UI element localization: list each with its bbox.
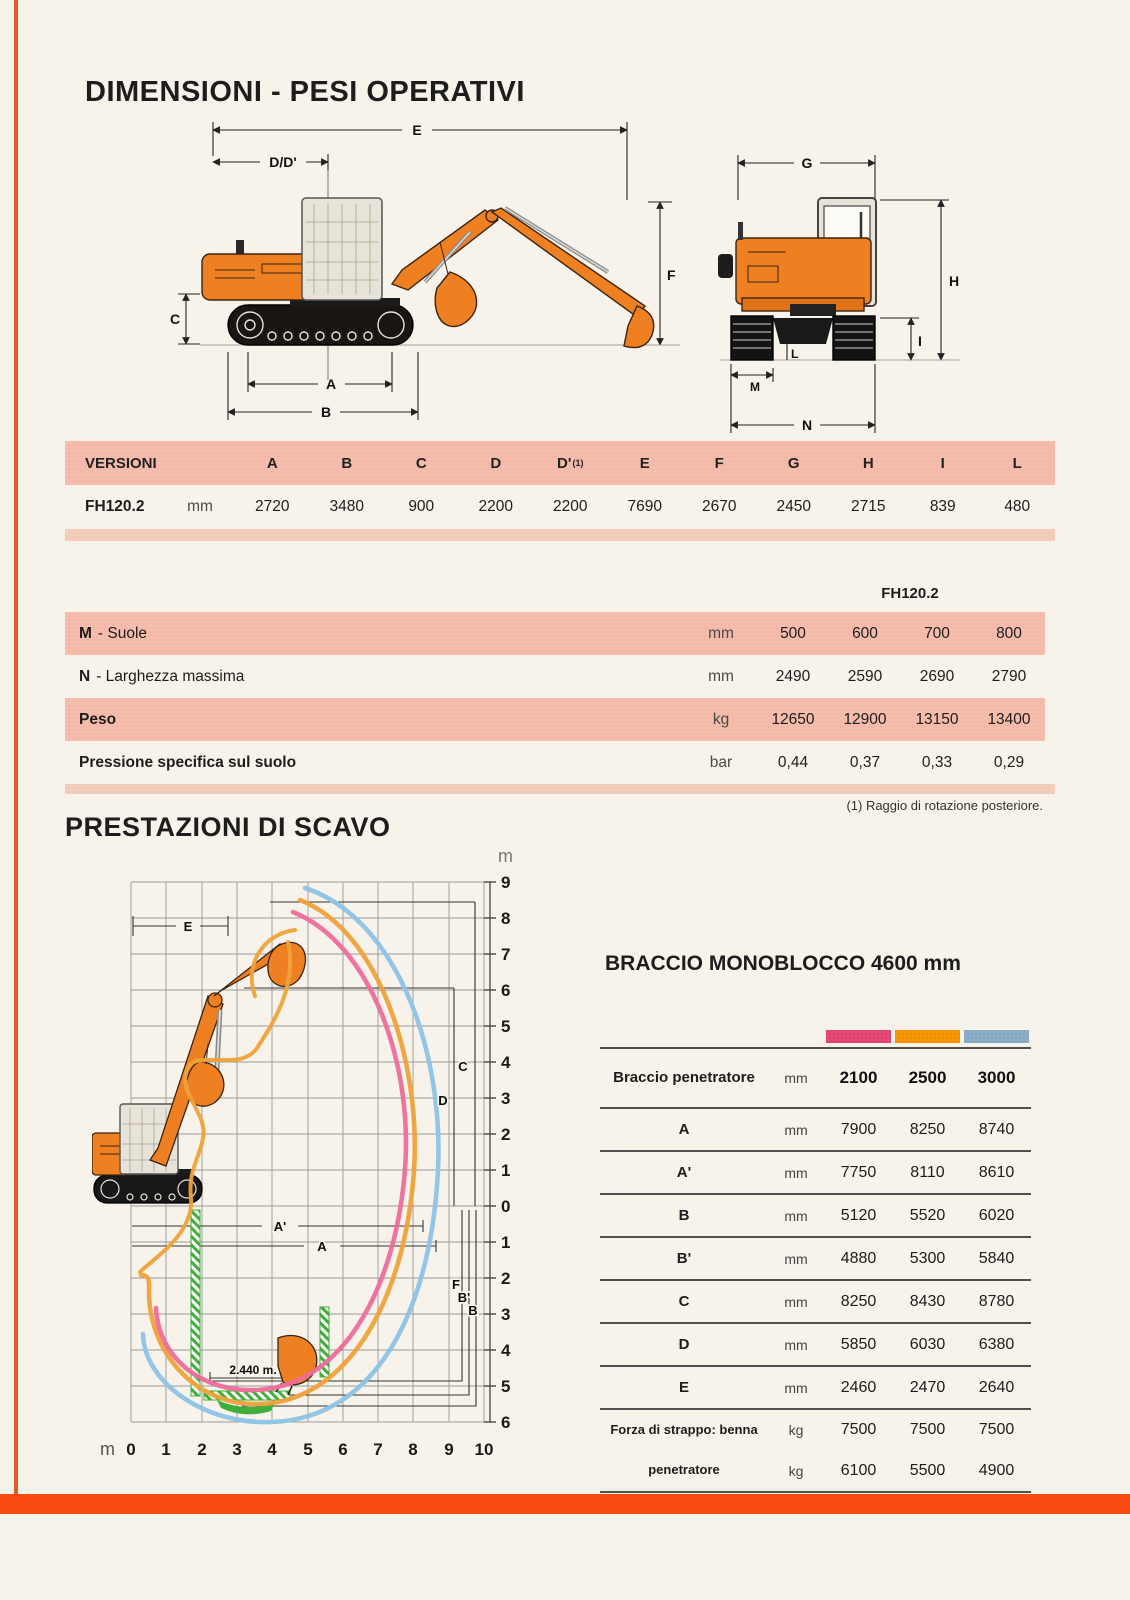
boom-table-row	[600, 1236, 1031, 1279]
value-cell: 0,33	[921, 753, 953, 771]
d-prime-footnote-mark: (1)	[572, 457, 584, 468]
boom-table-row	[600, 1365, 1031, 1408]
value-cell: 12650	[771, 710, 815, 728]
value-cell: 2460	[840, 1378, 877, 1396]
value-cell: 839	[929, 497, 956, 515]
unit-cell: mm	[784, 1070, 808, 1086]
unit-cell: kg	[712, 710, 730, 728]
boom-table	[600, 1047, 1031, 1493]
x-axis-unit: m	[100, 1439, 115, 1459]
excavator-rear-view-drawing	[690, 138, 990, 453]
chart-label-c: C	[458, 1059, 468, 1074]
row-label: A	[678, 1120, 690, 1138]
boom-table-row	[600, 1107, 1031, 1150]
divider-strip	[65, 529, 1055, 541]
value-cell: 7500	[909, 1421, 946, 1438]
y-tick: 7	[501, 945, 511, 964]
header-label: Braccio penetratore	[613, 1069, 755, 1087]
dim-label-h: H	[949, 273, 960, 289]
row-label: A'	[676, 1163, 692, 1181]
x-tick: 5	[303, 1440, 313, 1459]
versions-table-header	[65, 441, 1055, 485]
y-tick: 4	[501, 1341, 511, 1360]
value-cell: 8780	[978, 1292, 1015, 1310]
col-header: E	[639, 454, 650, 472]
row-label: B	[678, 1206, 690, 1224]
value-cell: 13150	[915, 710, 959, 728]
chart-label-b: B	[468, 1303, 478, 1318]
x-tick: 10	[474, 1440, 494, 1459]
dim-label-a: A	[325, 376, 337, 392]
col-header: L	[1012, 454, 1022, 472]
chart-grid	[131, 882, 496, 1422]
value-cell: 13400	[987, 710, 1031, 728]
unit-cell: mm	[784, 1379, 808, 1396]
col-header: 3000	[977, 1068, 1016, 1087]
unit-cell: mm	[784, 1207, 808, 1224]
value-cell: 5120	[840, 1206, 877, 1224]
unit-cell: mm	[784, 1164, 808, 1181]
value-cell: 5850	[840, 1335, 877, 1353]
value-cell: 8610	[978, 1163, 1015, 1181]
row-label	[65, 612, 685, 655]
value-cell: 2640	[978, 1378, 1015, 1396]
value-cell: 5500	[909, 1461, 946, 1479]
x-tick: 7	[373, 1440, 383, 1459]
value-cell: 8430	[909, 1292, 946, 1310]
row-label-rest: - Suole	[97, 624, 148, 642]
spec-row	[65, 612, 1045, 655]
chart-label-e: E	[183, 919, 193, 934]
value-cell: 700	[924, 624, 950, 642]
dim-label-e: E	[412, 122, 422, 138]
section-title-performance: PRESTAZIONI DI SCAVO	[65, 812, 391, 842]
bottom-accent-band	[0, 1494, 1130, 1514]
chart-label-trench-width: 2.440 m.	[229, 1363, 277, 1377]
value-cell: 4900	[978, 1461, 1015, 1479]
y-tick: 8	[501, 909, 511, 928]
row-label: E	[678, 1378, 689, 1396]
value-cell: 7750	[840, 1163, 877, 1181]
col-header: G	[787, 454, 800, 472]
row-label: C	[678, 1292, 690, 1310]
value-cell: 7500	[840, 1421, 877, 1438]
versions-table	[65, 441, 1055, 528]
row-label	[65, 698, 685, 741]
col-header: C	[415, 454, 427, 472]
y-tick: 5	[501, 1017, 511, 1036]
value-cell: 0,37	[849, 753, 881, 771]
row-label	[65, 741, 685, 784]
unit-cell: mm	[187, 497, 213, 515]
unit-cell: mm	[784, 1250, 808, 1267]
chart-label-b-prime: B'	[457, 1290, 471, 1305]
y-tick: 2	[501, 1125, 511, 1144]
value-cell: 2670	[702, 497, 737, 515]
value-cell: 600	[852, 624, 878, 642]
value-cell: 12900	[843, 710, 887, 728]
y-tick: 0	[501, 1197, 511, 1216]
excavator-illustration	[718, 198, 876, 360]
value-cell: 6020	[978, 1206, 1015, 1224]
boom-table-row	[600, 1193, 1031, 1236]
left-edge-rule	[14, 0, 18, 1496]
dim-label-n: N	[801, 417, 813, 433]
unit-cell: mm	[708, 624, 734, 642]
col-header: B	[341, 454, 353, 472]
boom-table-row	[600, 1322, 1031, 1365]
boom-table-row	[600, 1450, 1031, 1493]
dim-label-f: F	[667, 267, 676, 283]
chart-label-a: A	[317, 1239, 327, 1254]
value-cell: 8740	[978, 1120, 1015, 1138]
y-tick: 5	[501, 1377, 511, 1396]
chart-label-f: F	[452, 1277, 460, 1292]
value-cell: 2590	[847, 667, 883, 685]
x-tick: 1	[161, 1440, 171, 1459]
value-cell: 2200	[553, 497, 588, 515]
col-header: 2500	[908, 1068, 947, 1087]
model-label: FH120.2	[85, 497, 145, 515]
x-tick: 2	[197, 1440, 207, 1459]
boom-table-row	[600, 1150, 1031, 1193]
row-label-strong: N	[79, 667, 91, 685]
value-cell: 900	[408, 497, 435, 515]
dim-label-b: B	[320, 404, 332, 420]
value-cell: 8250	[840, 1292, 877, 1310]
excavator-illustration	[202, 198, 654, 348]
value-cell: 2490	[775, 667, 811, 685]
row-label: Forza di strappo: benna	[610, 1421, 758, 1437]
spec-table	[65, 612, 1045, 784]
y-tick: 1	[501, 1233, 511, 1252]
unit-cell: mm	[784, 1336, 808, 1353]
chart-label-d: D	[438, 1093, 448, 1108]
chart-annotations	[132, 902, 476, 1406]
x-tick: 9	[444, 1440, 454, 1459]
value-cell: 7690	[627, 497, 662, 515]
legend-swatch-3000	[964, 1030, 1029, 1043]
dim-label-c: C	[170, 311, 181, 327]
spec-row	[65, 741, 1045, 784]
value-cell: 8110	[910, 1163, 945, 1181]
chart-label-a-prime: A'	[273, 1219, 287, 1234]
col-header: A	[266, 454, 278, 472]
value-cell: 2450	[776, 497, 811, 515]
value-cell: 5520	[909, 1206, 946, 1224]
footnote: (1) Raggio di rotazione posteriore.	[846, 798, 1043, 813]
col-header: 2100	[839, 1068, 878, 1087]
col-header: F	[714, 454, 724, 472]
value-cell: 2790	[991, 667, 1027, 685]
value-cell: 2690	[919, 667, 955, 685]
y-tick: 6	[501, 981, 511, 1000]
value-cell: 6100	[840, 1461, 877, 1479]
legend-swatch-2500	[895, 1030, 960, 1043]
col-header: H	[862, 454, 874, 472]
value-cell: 2720	[255, 497, 290, 515]
row-label-strong: Peso	[79, 710, 117, 728]
y-tick: 6	[501, 1413, 511, 1432]
y-tick: 2	[501, 1269, 511, 1288]
x-tick: 8	[408, 1440, 418, 1459]
col-header-d-prime	[533, 441, 608, 485]
value-cell: 480	[1004, 497, 1031, 515]
row-label	[65, 655, 685, 698]
row-label: penetratore	[648, 1462, 720, 1478]
row-label: D	[678, 1335, 690, 1353]
value-cell: 3480	[329, 497, 364, 515]
value-cell: 7900	[840, 1120, 877, 1138]
y-tick: 4	[501, 1053, 511, 1072]
y-tick: 3	[501, 1089, 511, 1108]
row-label: B'	[676, 1249, 692, 1267]
value-cell: 0,29	[993, 753, 1025, 771]
value-cell: 5300	[909, 1249, 946, 1267]
value-cell: 800	[996, 624, 1022, 642]
value-cell: 6380	[978, 1335, 1015, 1353]
row-label-strong: Pressione specifica sul suolo	[79, 753, 297, 771]
y-tick: 9	[501, 873, 511, 892]
value-cell: 0,44	[777, 753, 809, 771]
row-label-rest: - Larghezza massima	[96, 667, 245, 685]
x-tick: 3	[232, 1440, 242, 1459]
boom-table-title: BRACCIO MONOBLOCCO 4600 mm	[605, 952, 961, 975]
x-tick: 6	[338, 1440, 348, 1459]
spec-row	[65, 655, 1045, 698]
boom-table-header	[600, 1047, 1031, 1107]
versions-header-cell: VERSIONI	[85, 454, 157, 472]
dim-label-dd: D/D'	[269, 154, 297, 170]
y-axis-unit: m	[498, 846, 513, 866]
divider-strip	[65, 784, 1055, 794]
value-cell: 2470	[909, 1378, 946, 1396]
digging-envelope-chart	[92, 838, 524, 1478]
boom-table-row	[600, 1279, 1031, 1322]
y-tick: 1	[501, 1161, 511, 1180]
row-label-strong: M	[79, 624, 92, 642]
d-prime-label: D'	[557, 454, 572, 472]
value-cell: 8250	[909, 1120, 946, 1138]
value-cell: 7500	[978, 1421, 1015, 1438]
boom-table-row	[600, 1408, 1031, 1450]
unit-cell: bar	[709, 753, 733, 771]
versions-table-row	[65, 485, 1055, 528]
spec-table-model-header: FH120.2	[881, 585, 939, 602]
unit-cell: mm	[708, 667, 734, 685]
x-tick: 4	[267, 1440, 277, 1459]
excavator-side-view-drawing	[140, 112, 685, 447]
unit-cell: kg	[788, 1462, 804, 1479]
x-tick: 0	[126, 1440, 136, 1459]
value-cell: 4880	[840, 1249, 877, 1267]
col-header: I	[940, 454, 945, 472]
value-cell: 500	[780, 624, 806, 642]
spec-row	[65, 698, 1045, 741]
value-cell: 5840	[978, 1249, 1015, 1267]
value-cell: 2200	[478, 497, 513, 515]
value-cell: 6030	[909, 1335, 946, 1353]
unit-cell: mm	[784, 1293, 808, 1310]
legend-swatch-2100	[826, 1030, 891, 1043]
unit-cell: kg	[788, 1422, 804, 1438]
col-header: D	[490, 454, 502, 472]
excavator-illustration	[92, 942, 317, 1395]
unit-cell: mm	[784, 1121, 808, 1138]
dim-label-g: G	[801, 155, 813, 171]
section-title-dimensions: DIMENSIONI - PESI OPERATIVI	[85, 76, 525, 108]
dim-label-l: L	[791, 347, 799, 361]
value-cell: 2715	[851, 497, 886, 515]
y-tick: 3	[501, 1305, 511, 1324]
dim-label-i: I	[918, 333, 922, 349]
dim-label-m: M	[750, 380, 760, 394]
